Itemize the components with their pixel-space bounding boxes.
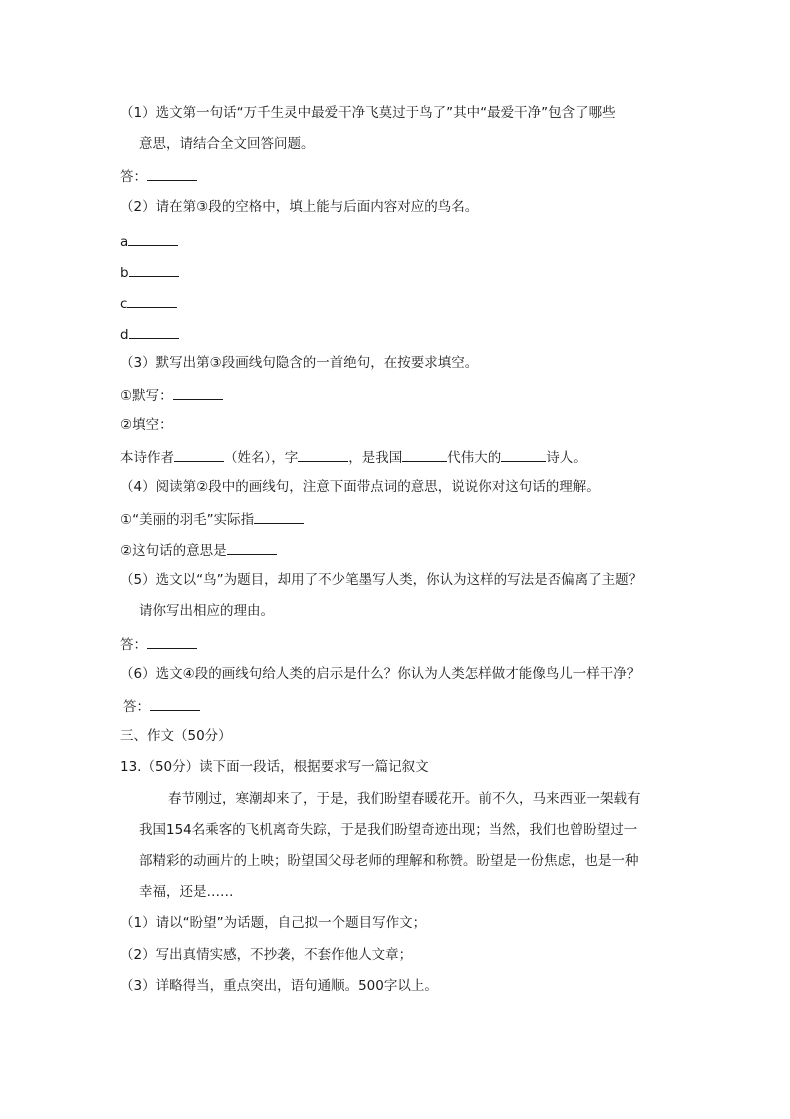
q2-item-a: [120, 231, 178, 251]
q2-item-c: [120, 293, 177, 313]
answer-blank[interactable]: [127, 293, 177, 308]
q4-sub1: [120, 509, 304, 529]
answer-blank[interactable]: [129, 262, 179, 277]
q3-recite: [120, 385, 223, 405]
fill-text: 诗人。: [546, 450, 587, 466]
q2-item-b: [120, 262, 179, 282]
item-letter: a: [120, 234, 129, 250]
q1-line1: （1）选文第一句话“万千生灵中最爱干净飞莫过于鸟了”其中“最爱干净”包含了哪些: [120, 105, 616, 121]
answer-blank[interactable]: [147, 166, 197, 181]
answer-blank[interactable]: [173, 385, 223, 400]
q5-line1: （5）选文以“鸟”为题目，却用了不少笔墨写人类，你认为这样的写法是否偏离了主题？: [120, 572, 643, 588]
answer-label: 答：: [120, 637, 147, 653]
q3-fill-sentence: [120, 447, 587, 467]
section-title: 三、作文（50分）: [120, 728, 232, 744]
q4-sub2: [120, 540, 277, 560]
q2-prompt: （2）请在第③段的空格中，填上能与后面内容对应的鸟名。: [120, 199, 479, 215]
requirement-1: （1）请以“盼望”为话题，自己拟一个题目写作文；: [120, 915, 427, 931]
sub-text: ②这句话的意思是: [120, 543, 227, 559]
q1-line2: 意思，请结合全文回答问题。: [139, 136, 315, 152]
answer-blank[interactable]: [402, 447, 447, 462]
sub-text: ①“美丽的羽毛”实际指: [120, 512, 255, 528]
passage-line: 部精彩的动画片的上映；盼望国父母老师的理解和称赞。盼望是一份焦虑，也是一种: [139, 853, 639, 869]
item-letter: c: [120, 296, 128, 312]
passage-line: 我国154名乘客的飞机离奇失踪，于是我们盼望奇迹出现；当然，我们也曾盼望过一: [139, 822, 638, 838]
q5-answer: [120, 634, 197, 654]
q2-item-d: [120, 324, 179, 344]
q3-prompt: （3）默写出第③段画线句隐含的一首绝句，在按要求填空。: [120, 355, 479, 371]
fill-text: 代伟大的: [447, 450, 502, 466]
q1-answer: [120, 166, 197, 186]
answer-blank[interactable]: [174, 447, 224, 462]
q4-prompt: （4）阅读第②段中的画线句，注意下面带点词的意思，说说你对这句话的理解。: [120, 479, 600, 495]
recite-label: ①默写：: [120, 388, 173, 404]
requirement-2: （2）写出真情实感，不抄袭，不套作他人文章；: [120, 947, 413, 963]
item-letter: d: [120, 327, 129, 343]
answer-blank[interactable]: [298, 447, 348, 462]
answer-blank[interactable]: [501, 447, 546, 462]
q3-fill-label: ②填空：: [120, 417, 173, 433]
answer-blank[interactable]: [150, 696, 200, 711]
answer-blank[interactable]: [147, 634, 197, 649]
q6-prompt: （6）选文④段的画线句给人类的启示是什么？你认为人类怎样做才能像鸟儿一样干净？: [120, 666, 641, 682]
answer-blank[interactable]: [227, 540, 277, 555]
q5-line2: 请你写出相应的理由。: [139, 603, 274, 619]
fill-text: 本诗作者: [120, 450, 174, 466]
answer-label: 答：: [123, 699, 150, 715]
answer-label: 答：: [120, 169, 147, 185]
fill-text: ，是我国: [348, 450, 403, 466]
answer-blank[interactable]: [129, 324, 179, 339]
fill-text: （姓名），字: [224, 450, 299, 466]
q13-prompt: 13.（50分）读下面一段话，根据要求写一篇记叙文: [120, 759, 429, 775]
passage-line: 春节刚过，寒潮却来了，于是，我们盼望春暖花开。前不久，马来西亚一架载有: [168, 791, 641, 807]
item-letter: b: [120, 265, 129, 281]
requirement-3: （3）详略得当，重点突出，语句通顺。500字以上。: [120, 978, 438, 994]
answer-blank[interactable]: [128, 231, 178, 246]
q6-answer: [123, 696, 200, 716]
passage-line: 幸福，还是……: [139, 884, 234, 900]
answer-blank[interactable]: [254, 509, 304, 524]
